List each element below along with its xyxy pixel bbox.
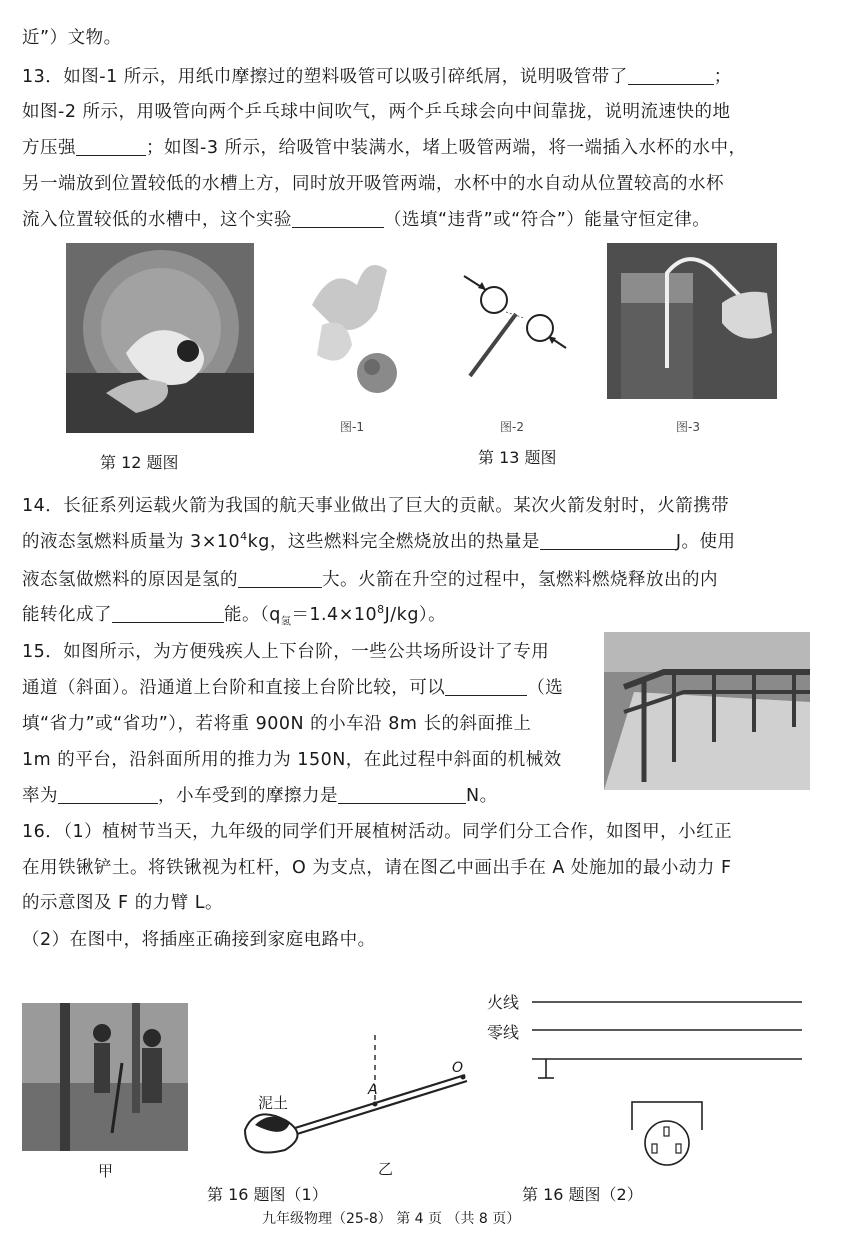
- ramp-graphic: [604, 632, 810, 790]
- text: 大。火箭在升空的过程中，氢燃料燃烧释放出的内: [322, 570, 718, 590]
- ping-pong-graphic: [456, 268, 574, 386]
- exponent: 4: [240, 530, 248, 544]
- text: （选: [527, 678, 564, 698]
- text: 能。（q: [224, 605, 281, 625]
- text-line: [22, 206, 710, 231]
- page-footer: 九年级物理（25-8） 第 4 页 （共 8 页）: [262, 1211, 521, 1227]
- text-line: [22, 528, 736, 553]
- text-line: 另一端放到位置较低的水槽上方，同时放开吸管两端，水杯中的水自动从位置较高的水杯: [22, 174, 724, 194]
- text: 能转化成了: [22, 605, 112, 625]
- text-line: [22, 674, 563, 699]
- answer-blank[interactable]: [238, 569, 322, 588]
- figure-12-caption: 第 12 题图: [100, 453, 179, 472]
- figure-13-1-caption: 图-1: [340, 420, 364, 434]
- text-line: 如图-2 所示，用吸管向两个乒乓球中间吹气，两个乒乓球会向中间靠拢，说明流速快的地: [22, 102, 731, 122]
- point-a-label: A: [368, 1082, 378, 1098]
- answer-blank[interactable]: [76, 137, 146, 156]
- text-line: [22, 134, 747, 159]
- figure-16-2-caption: 第 16 题图（2）: [522, 1185, 643, 1204]
- text: N。: [466, 786, 498, 806]
- text: ，小车受到的摩擦力是: [158, 786, 338, 806]
- figure-16-1-caption: 第 16 题图（1）: [207, 1185, 328, 1204]
- text-line: 在用铁锹铲土。将铁锹视为杠杆，O 为支点，请在图乙中画出手在 A 处施加的最小动力 F: [22, 858, 732, 878]
- text: ；: [713, 67, 732, 87]
- text-line: 1m 的平台，沿斜面所用的推力为 150N，在此过程中斜面的机械效: [22, 750, 562, 770]
- soil-label: 泥土: [258, 1094, 289, 1112]
- figure-13-2: [456, 268, 574, 386]
- text-line: 填“省力”或“省功”），若将重 900N 的小车沿 8m 长的斜面推上: [22, 714, 532, 734]
- text-line: （2）在图中，将插座正确接到家庭电路中。: [22, 930, 376, 950]
- text: ＝1.4×10: [291, 605, 378, 625]
- text-line: [22, 782, 498, 807]
- text-line: [22, 566, 718, 591]
- figure-12-photo: [66, 243, 254, 433]
- text: 率为: [22, 786, 58, 806]
- text: 的液态氢燃料质量为 3×10: [22, 532, 241, 552]
- answer-blank[interactable]: [58, 785, 158, 804]
- figure-13-3-caption: 图-3: [676, 420, 700, 434]
- question-14-line: 14．长征系列运载火箭为我国的航天事业做出了巨大的贡献。某次火箭发射时，火箭携带: [22, 496, 730, 516]
- answer-blank[interactable]: [292, 209, 384, 228]
- figure-13-3: [607, 243, 777, 399]
- circuit-graphic: [530, 990, 808, 1175]
- question-15-line: 15．如图所示，为方便残疾人上下台阶，一些公共场所设计了专用: [22, 642, 550, 662]
- ramp-photo: [604, 632, 810, 790]
- circuit-diagram[interactable]: [530, 990, 808, 1175]
- text-line: 近”）文物。: [22, 28, 122, 48]
- subscript: 氢: [280, 616, 292, 628]
- neutral-wire-label: 零线: [487, 1023, 520, 1042]
- answer-blank[interactable]: [338, 785, 466, 804]
- text-line: 的示意图及 F 的力臂 L。: [22, 893, 224, 913]
- figure-jia-label: 甲: [98, 1162, 114, 1180]
- straw-photo-graphic: [66, 243, 254, 433]
- text: J/kg）。: [384, 605, 447, 625]
- text: 流入位置较低的水槽中，这个实验: [22, 210, 292, 230]
- answer-blank[interactable]: [112, 604, 224, 623]
- text-line: [22, 601, 446, 628]
- figure-13-1: [292, 245, 422, 395]
- text: （选填“违背”或“符合”）能量守恒定律。: [384, 210, 711, 230]
- figure-13-caption: 第 13 题图: [478, 448, 557, 467]
- siphon-graphic: [607, 243, 777, 399]
- answer-blank[interactable]: [628, 66, 714, 85]
- text: kg，这些燃料完全燃烧放出的热量是: [247, 532, 540, 552]
- text: 13．如图-1 所示，用纸巾摩擦过的塑料吸管可以吸引碎纸屑，说明吸管带了: [22, 67, 628, 87]
- point-o-label: O: [452, 1060, 464, 1076]
- text: 方压强: [22, 138, 76, 158]
- text: 通道（斜面）。沿通道上台阶和直接上台阶比较，可以: [22, 678, 446, 698]
- planting-graphic: [22, 1003, 188, 1151]
- live-wire-label: 火线: [487, 993, 520, 1012]
- question-16-line: 16．（1）植树节当天，九年级的同学们开展植树活动。同学们分工合作，如图甲，小红正: [22, 822, 733, 842]
- text: J。使用: [675, 532, 736, 552]
- paper-scraps-graphic: [292, 245, 422, 395]
- tree-planting-photo: [22, 1003, 188, 1151]
- answer-blank[interactable]: [445, 677, 527, 696]
- figure-13-2-caption: 图-2: [500, 420, 524, 434]
- answer-blank[interactable]: [540, 531, 676, 550]
- figure-yi-label: 乙: [378, 1160, 394, 1178]
- question-13-line: [22, 63, 732, 88]
- text: 液态氢做燃料的原因是氢的: [22, 570, 238, 590]
- exponent: 8: [377, 603, 385, 617]
- text: ；如图-3 所示，给吸管中装满水，堵上吸管两端，将一端插入水杯的水中，: [146, 138, 747, 158]
